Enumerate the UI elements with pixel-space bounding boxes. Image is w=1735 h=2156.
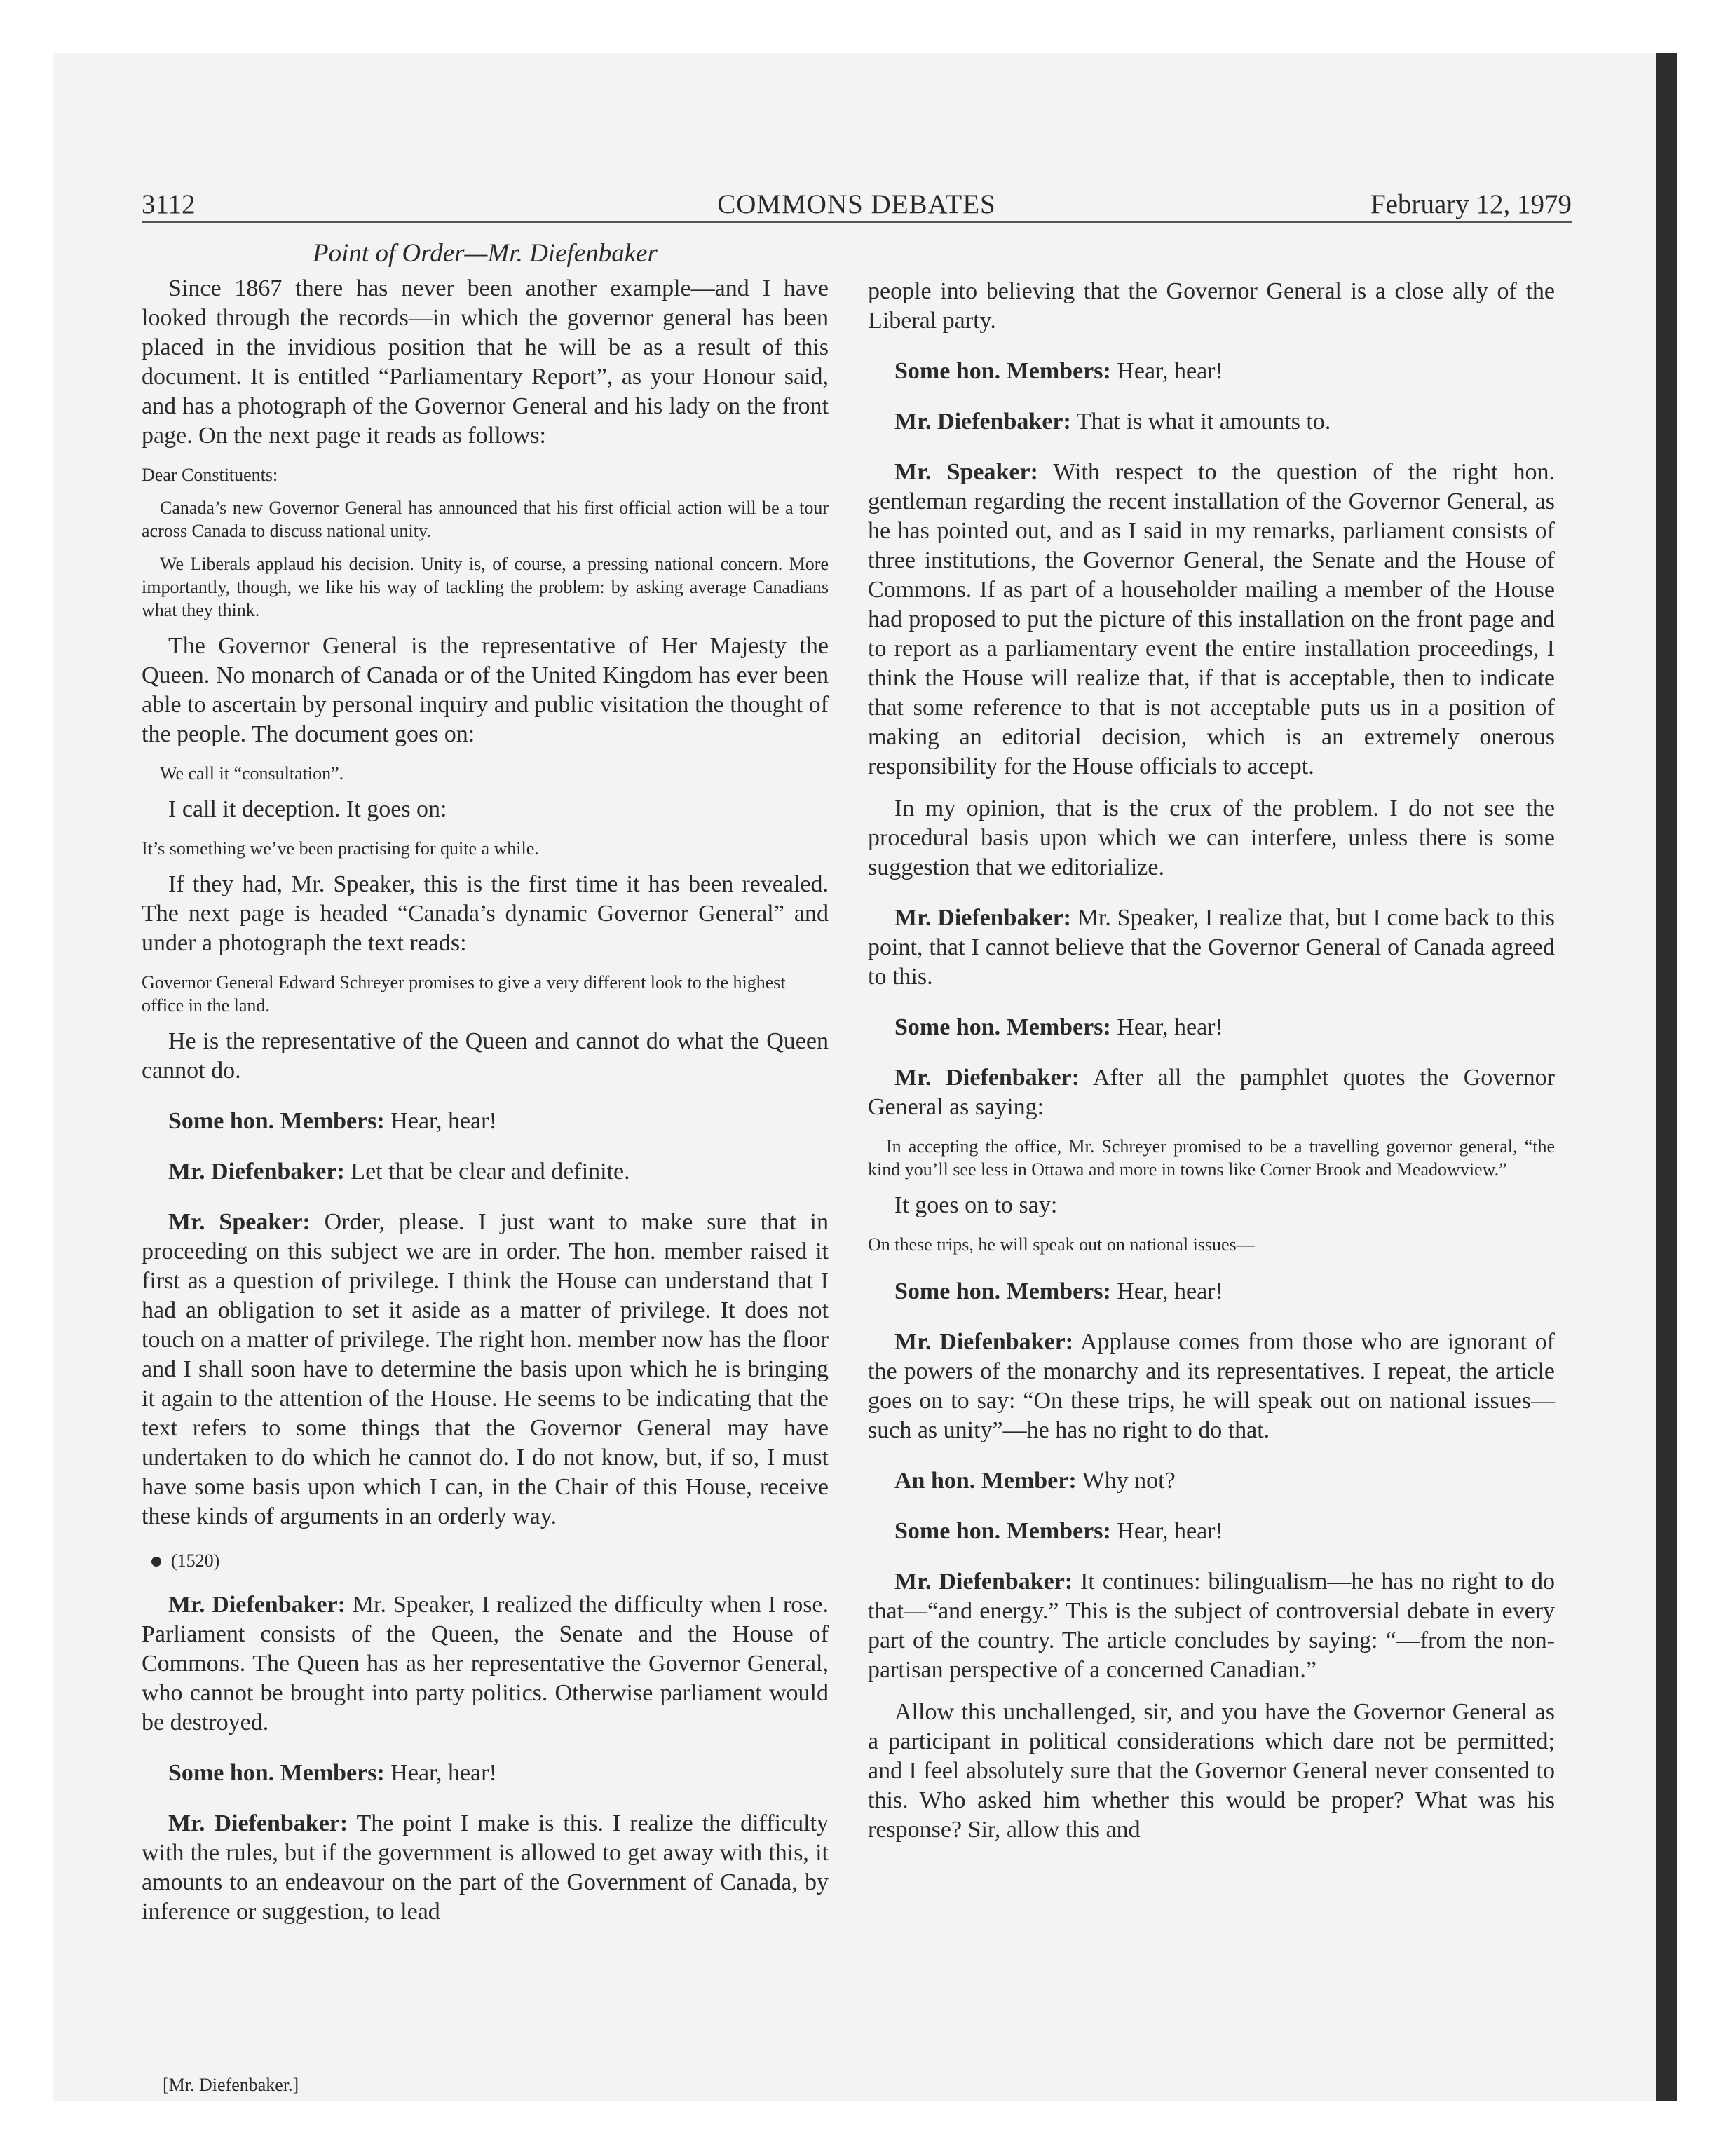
speaker-name: Mr. Diefenbaker: bbox=[168, 1810, 348, 1836]
paragraph: Since 1867 there has never been another example—and I have looked through the records—in which the governor general has been placed in the invidious position that he will be as a result of this document. It is entitled “Parliamentary Report”, as your Honour said, and has a photograph of the Governor General and his lady on the front page. On the next page it reads as follows: bbox=[142, 275, 829, 449]
speaker-name: Some hon. Members: bbox=[894, 1278, 1111, 1304]
time-marker bbox=[142, 1550, 829, 1572]
quote: On these trips, he will speak out on national issues— bbox=[868, 1234, 1255, 1255]
speaker-name: Mr. Speaker: bbox=[168, 1209, 311, 1235]
speech-text: The point I make is this. I realize the difficulty with the rules, but if the government is allowed to get away with this, it amounts to an endeavour on the part of the Government of Canada, by inference or suggestion, to lead bbox=[142, 1810, 829, 1925]
paragraph: It goes on to say: bbox=[894, 1192, 1058, 1218]
speaker-name: Some hon. Members: bbox=[894, 1014, 1111, 1040]
speech bbox=[142, 1590, 829, 1738]
speech bbox=[142, 1208, 829, 1531]
speech bbox=[868, 1567, 1555, 1685]
speech bbox=[142, 1759, 829, 1788]
speech bbox=[868, 1063, 1555, 1122]
speech bbox=[868, 1013, 1555, 1042]
speech-text: That is what it amounts to. bbox=[1076, 409, 1331, 435]
right-column bbox=[868, 277, 1555, 1857]
paragraph: If they had, Mr. Speaker, this is the first time it has been revealed. The next page is headed “Canada’s dynamic Governor General” and under a photograph the text reads: bbox=[142, 871, 829, 956]
publication-title: COMMONS DEBATES bbox=[717, 189, 996, 219]
speech-text: Mr. Speaker, I realize that, but I come back to this point, that I cannot believe that the Governor General of Canada agreed to this. bbox=[868, 905, 1556, 990]
speech-text: Hear, hear! bbox=[390, 1108, 497, 1134]
speaker-name: Mr. Diefenbaker: bbox=[894, 1065, 1080, 1091]
speaker-name: Mr. Diefenbaker: bbox=[168, 1159, 345, 1185]
speech-text: Hear, hear! bbox=[1117, 1014, 1223, 1040]
left-column bbox=[142, 235, 829, 1939]
quote: It’s something we’ve been practising for quite a while. bbox=[142, 838, 539, 859]
speech bbox=[142, 1809, 829, 1927]
paragraph: I call it deception. It goes on: bbox=[168, 796, 447, 822]
paragraph: Allow this unchallenged, sir, and you have the Governor General as a participant in political considerations which dare not be permitted; and I feel absolutely sure that the Governor General never consented to this. Who asked him whether this would be proper? What was his response? Sir, allow this and bbox=[868, 1699, 1555, 1843]
quote: In accepting the office, Mr. Schreyer promised to be a travelling governor general, “the kind you’ll see less in Ottawa and more in towns like Corner Brook and Meadowview.” bbox=[868, 1136, 1555, 1180]
speaker-name: Some hon. Members: bbox=[894, 1518, 1111, 1544]
speech bbox=[868, 407, 1555, 437]
speaker-name: Mr. Speaker: bbox=[894, 459, 1038, 485]
speech bbox=[868, 1277, 1555, 1306]
speaker-name: An hon. Member: bbox=[894, 1468, 1077, 1494]
speech-text: Why not? bbox=[1082, 1468, 1176, 1494]
speaker-name: Some hon. Members: bbox=[168, 1760, 385, 1786]
quote: Dear Constituents: bbox=[142, 465, 278, 485]
running-footer: [Mr. Diefenbaker.] bbox=[163, 2075, 299, 2095]
speaker-name: Mr. Diefenbaker: bbox=[894, 1329, 1074, 1355]
speech bbox=[868, 903, 1555, 992]
bullet-icon bbox=[151, 1557, 161, 1567]
speaker-name: Mr. Diefenbaker: bbox=[894, 409, 1071, 435]
speech bbox=[868, 1328, 1555, 1445]
speech-text: After all the pamphlet quotes the Governor General as saying: bbox=[868, 1065, 1556, 1120]
paragraph: He is the representative of the Queen and cannot do what the Queen cannot do. bbox=[142, 1028, 829, 1084]
speech-text: Applause comes from those who are ignorant of the powers of the monarchy and its representatives. I repeat, the article goes on to say: “On these trips, he will speak out on national issues—such as unity”—he has no right to do that. bbox=[868, 1329, 1555, 1443]
quote: Governor General Edward Schreyer promises to give a very different look to the highest office in the land. bbox=[142, 972, 786, 1016]
paragraph: The Governor General is the representative of Her Majesty the Queen. No monarch of Canada or of the United Kingdom has ever been able to ascertain by personal inquiry and public visitation the thought of the people. The document goes on: bbox=[142, 633, 829, 747]
section-subheading: Point of Order—Mr. Diefenbaker bbox=[313, 239, 658, 268]
quote: Canada’s new Governor General has announced that his first official action will be a tour across Canada to discuss national unity. bbox=[142, 498, 829, 541]
speaker-name: Mr. Diefenbaker: bbox=[894, 1569, 1073, 1595]
speech-text: Mr. Speaker, I realized the difficulty when I rose. Parliament consists of the Queen, the Senate and the House of Commons. The Queen has as her representative the Governor General, who cannot be brought into party politics. Otherwise parliament would be destroyed. bbox=[142, 1592, 829, 1735]
speech-text: Hear, hear! bbox=[1117, 358, 1223, 384]
quote: We call it “consultation”. bbox=[160, 763, 344, 784]
page-number: 3112 bbox=[142, 189, 196, 219]
speech-text: Hear, hear! bbox=[1117, 1278, 1223, 1304]
speech-text: Let that be clear and definite. bbox=[351, 1159, 630, 1185]
speech bbox=[868, 1517, 1555, 1546]
speaker-name: Some hon. Members: bbox=[168, 1108, 385, 1134]
quote: We Liberals applaud his decision. Unity is, of course, a pressing national concern. More importantly, though, we like his way of tackling the problem: by asking average Canadians what they think. bbox=[142, 554, 829, 620]
speech-text: With respect to the question of the right hon. gentleman regarding the recent installation of the Governor General, as he has pointed out, and as I said in my remarks, parliament consists of three institutions, the Governor General, the Senate and the House of Commons. If as part of a householder mailing a member of the House had proposed to put the picture of this installation on the front page and to report as a parliamentary event the entire installation proceedings, I think the House will realize that, if that is acceptable, then to indicate that some reference to that is not acceptable puts us in a position of making an editorial decision, which is an extremely onerous responsibility for the House officials to accept. bbox=[868, 459, 1555, 779]
speech-text: Hear, hear! bbox=[390, 1760, 497, 1786]
header-rule bbox=[142, 221, 1572, 223]
paragraph: people into believing that the Governor General is a close ally of the Liberal party. bbox=[868, 278, 1555, 334]
speech bbox=[868, 1466, 1555, 1496]
scan-edge bbox=[1656, 53, 1677, 2101]
speech bbox=[868, 357, 1555, 386]
speech bbox=[142, 1107, 829, 1136]
speaker-name: Some hon. Members: bbox=[894, 358, 1111, 384]
time-marker-text: (1520) bbox=[171, 1550, 220, 1571]
paragraph: In my opinion, that is the crux of the problem. I do not see the procedural basis upon which we can interfere, unless there is some suggestion that we editorialize. bbox=[868, 796, 1555, 880]
speech-text: Hear, hear! bbox=[1117, 1518, 1223, 1544]
speaker-name: Mr. Diefenbaker: bbox=[894, 905, 1071, 931]
speech bbox=[142, 1157, 829, 1187]
speech-text: It continues: bilingualism—he has no right to do that—“and energy.” This is the subject of controversial debate in every part of the country. The article concludes by saying: “—from the non-partisan perspective of a concerned Canadian.” bbox=[868, 1569, 1555, 1683]
speech-text: Order, please. I just want to make sure that in proceeding on this subject we are in order. The hon. member raised it first as a question of privilege. I think the House can understand that I had an obligation to set it aside as a matter of privilege. It does not touch on a matter of privilege. The right hon. member now has the floor and I shall soon have to determine the basis upon which he is bringing it again to the attention of the House. He seems to be indicating that the text refers to some things that the Governor General may have undertaken to do which he cannot do. I do not know, but, if so, I must have some basis upon which I can, in the Chair of this House, receive these kinds of arguments in an orderly way. bbox=[142, 1209, 829, 1529]
page-date: February 12, 1979 bbox=[1370, 189, 1572, 219]
page-header bbox=[142, 188, 1572, 223]
speaker-name: Mr. Diefenbaker: bbox=[168, 1592, 346, 1618]
speech bbox=[868, 458, 1555, 782]
